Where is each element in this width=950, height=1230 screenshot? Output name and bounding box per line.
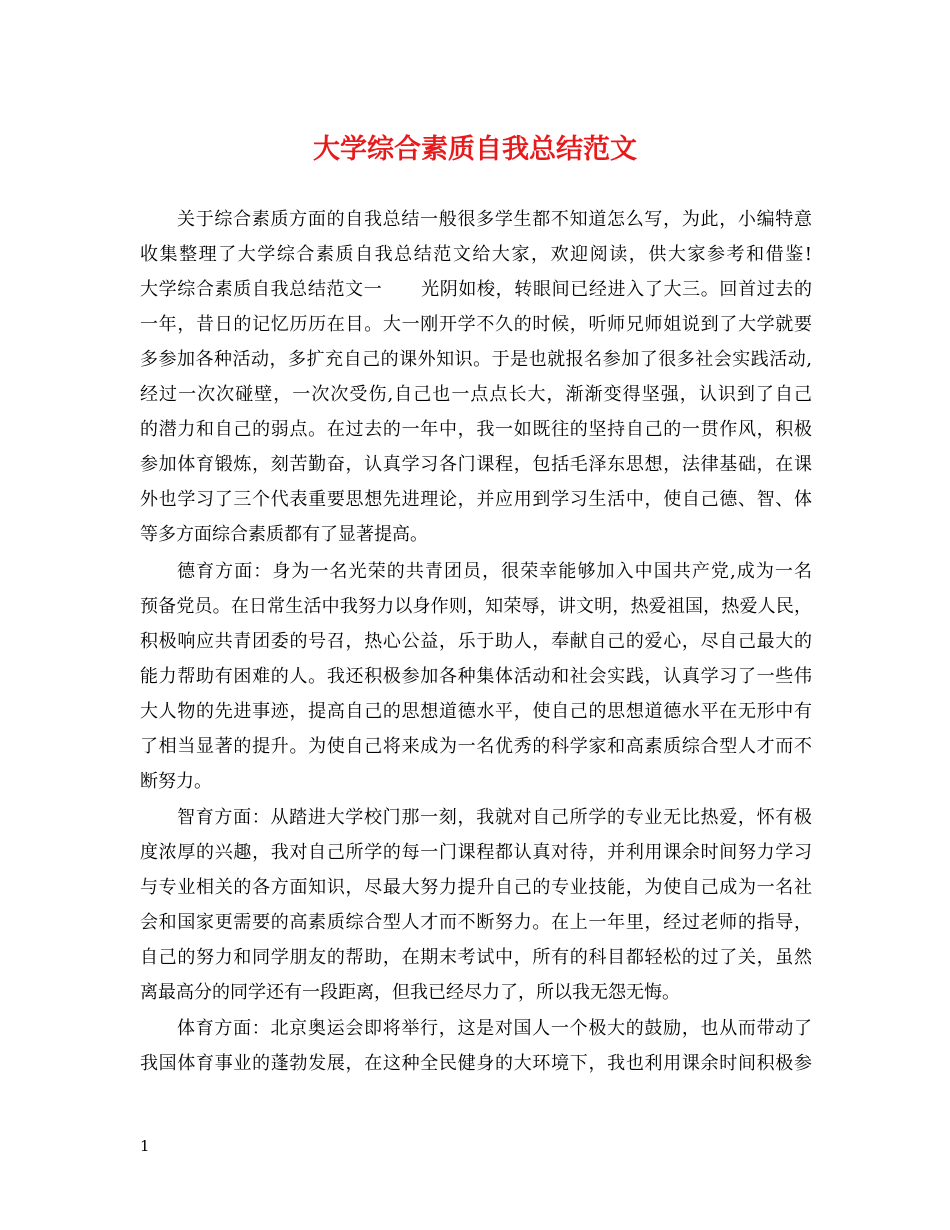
- page-number: 1: [140, 1137, 150, 1155]
- section-heading: 大学综合素质自我总结范文一: [140, 279, 383, 300]
- text-line: 能力帮助有困难的人。我还积极参加各种集体活动和社会实践，认真学习了一些伟: [140, 666, 812, 687]
- text-line: 离最高分的同学还有一段距离，但我已经尽力了，所以我无怨无悔。: [140, 982, 680, 1003]
- text-line: 参加体育锻炼，刻苦勤奋，认真学习各门课程，包括毛泽东思想，法律基础，在课: [140, 454, 812, 475]
- text-line: 收集整理了大学综合素质自我总结范文给大家，欢迎阅读，供大家参考和借鉴!: [140, 244, 812, 265]
- text-line: 关于综合素质方面的自我总结一般很多学生都不知道怎么写，为此，小编特意: [177, 209, 812, 230]
- text-line: 的潜力和自己的弱点。在过去的一年中，我一如既往的坚持自己的一贯作风，积极: [140, 419, 812, 440]
- text-line: 断努力。: [140, 771, 212, 792]
- text-line: 一年，昔日的记忆历历在目。大一刚开学不久的时候，听师兄师姐说到了大学就要: [140, 314, 812, 335]
- text-line: 多参加各种活动，多扩充自己的课外知识。于是也就报名参加了很多社会实践活动,: [140, 349, 812, 370]
- text-span: 光阴如梭，转眼间已经进入了大三。回首过去的: [420, 279, 813, 300]
- text-line: 预备党员。在日常生活中我努力以身作则，知荣辱，讲文明，热爱祖国，热爱人民，: [140, 596, 812, 617]
- text-line: 与专业相关的各方面知识，尽最大努力提升自己的专业技能，为使自己成为一名社: [140, 877, 812, 898]
- text-line: 等多方面综合素质都有了显著提高。: [140, 524, 428, 545]
- text-line-with-heading: [140, 278, 812, 302]
- text-line: 度浓厚的兴趣，我对自己所学的每一门课程都认真对待，并利用课余时间努力学习: [140, 842, 812, 863]
- text-line: 积极响应共青团委的号召，热心公益，乐于助人，奉献自己的爱心，尽自己最大的: [140, 631, 812, 652]
- text-line: 了相当显著的提升。为使自己将来成为一名优秀的科学家和高素质综合型人才而不: [140, 736, 812, 757]
- text-line: 外也学习了三个代表重要思想先进理论，并应用到学习生活中，使自己德、智、体: [140, 489, 812, 510]
- text-line: 德育方面：身为一名光荣的共青团员，很荣幸能够加入中国共产党,成为一名: [177, 561, 812, 582]
- text-line: 智育方面：从踏进大学校门那一刻，我就对自己所学的专业无比热爱，怀有极: [177, 807, 812, 828]
- text-line: 大人物的先进事迹，提高自己的思想道德水平，使自己的思想道德水平在无形中有: [140, 701, 812, 722]
- text-line: 会和国家更需要的高素质综合型人才而不断努力。在上一年里，经过老师的指导，: [140, 912, 812, 933]
- text-line: 经过一次次碰壁，一次次受伤,自己也一点点长大，渐渐变得坚强，认识到了自己: [140, 384, 812, 405]
- text-line: 体育方面：北京奥运会即将举行，这是对国人一个极大的鼓励，也从而带动了: [177, 1018, 812, 1039]
- text-line: 我国体育事业的蓬勃发展，在这种全民健身的大环境下，我也利用课余时间积极参: [140, 1053, 812, 1074]
- text-line: 自己的努力和同学朋友的帮助，在期末考试中，所有的科目都轻松的过了关，虽然: [140, 947, 812, 968]
- page-title: 大学综合素质自我总结范文: [313, 134, 637, 165]
